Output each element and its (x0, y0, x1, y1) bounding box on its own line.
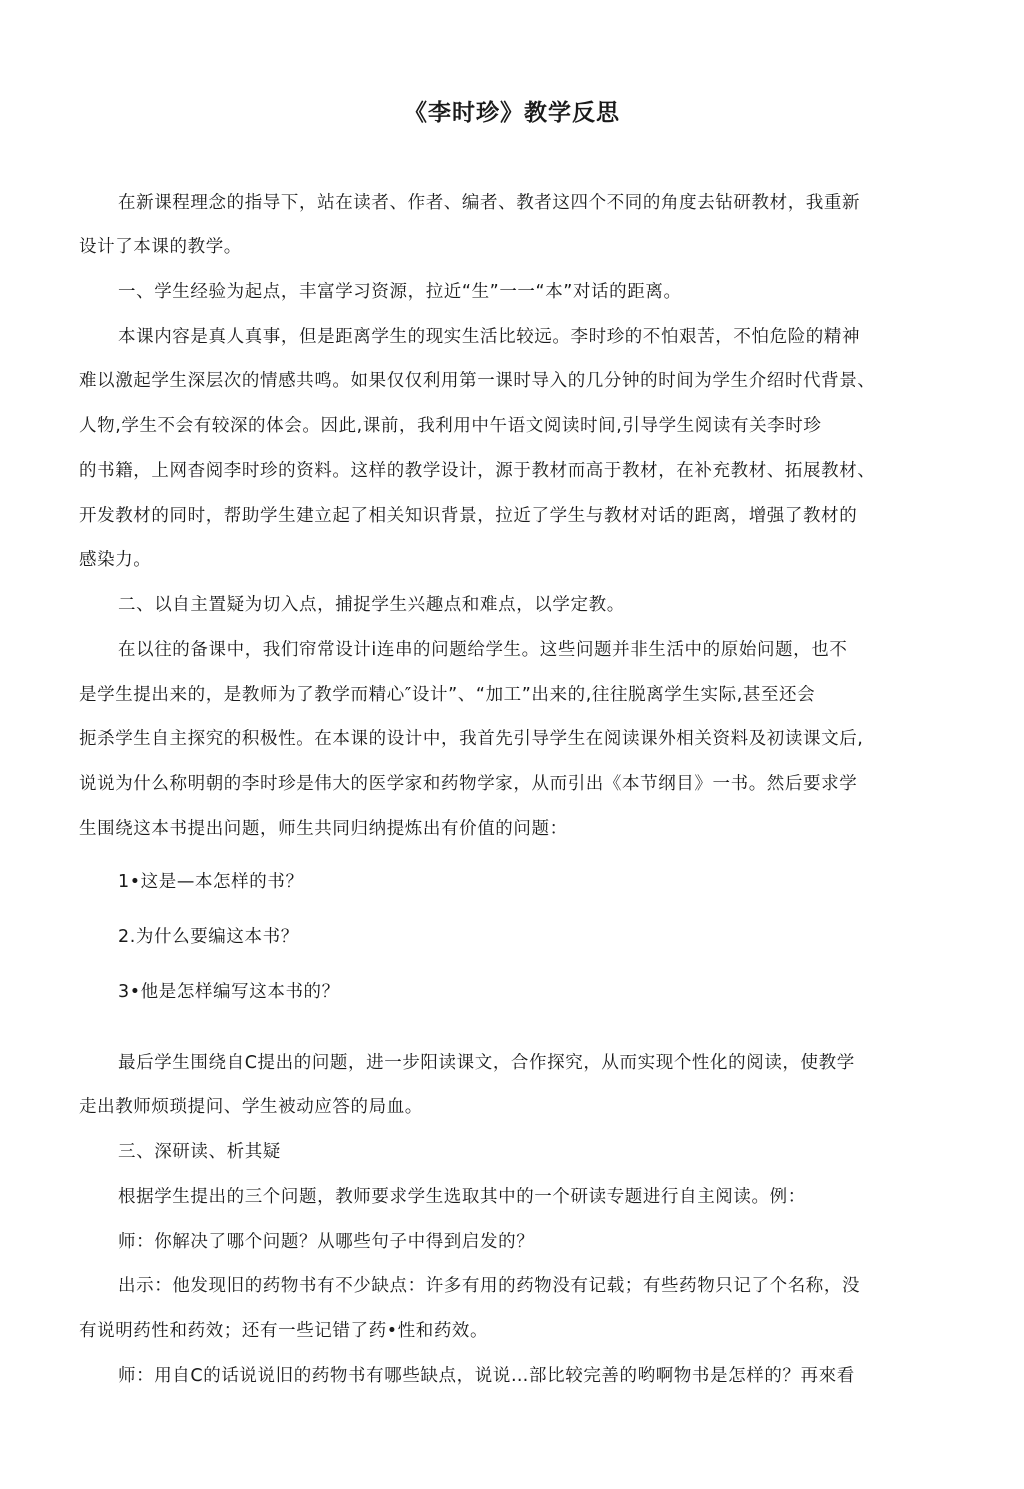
section-heading: 二、以自主置疑为切入点，捕捉学生兴趣点和难点，以学定教。 (118, 595, 625, 615)
section-heading: 三、深研读、析其疑 (118, 1142, 281, 1162)
paragraph-line: 难以激起学生深层次的情感共鸣。如果仅仅利用第一课时导入的几分钟的时间为学生介绍时代背景、 (79, 371, 876, 391)
list-item: 2.为什么要编这本书？ (118, 927, 299, 947)
paragraph-line: 有说明药性和药效；还有一些记错了药•性和药效。 (79, 1321, 489, 1341)
paragraph-line: 设计了本课的教学。 (79, 237, 242, 257)
list-item: 1•这是—本怎样的书？ (118, 872, 304, 892)
paragraph-line: 人物,学生不会有较深的体会。因此,课前，我利用中午语文阅读时间,引导学生阅读有关李时珍 (79, 416, 822, 436)
paragraph-line: 最后学生围绕自C提出的问题，进一步阳读课文，合作探究，从而实现个性化的阅读，使教学 (118, 1053, 855, 1073)
paragraph-line: 说说为什么称明朝的李时珍是伟大的医学家和药物学家，从而引出《本节纲目》一书。然后要求学 (79, 774, 858, 794)
paragraph-line: 根据学生提出的三个问题，教师要求学生选取其中的一个研读专题进行自主阅读。例： (118, 1187, 806, 1207)
paragraph-line: 在以往的备课中，我们帘常设计i连串的问题给学生。这些问题并非生活中的原始问题，也不 (118, 640, 848, 660)
paragraph-line: 是学生提出来的，是教师为了教学而精心″设计”、“加工”出来的,往往脱离学生实际,甚至还会 (79, 685, 816, 705)
paragraph-line: 感染力。 (79, 550, 152, 570)
paragraph-line: 生围绕这本书提出问题，师生共同归纳提炼出有价值的问题： (79, 819, 568, 839)
paragraph-line: 开发教材的同时，帮助学生建立起了相关知识背景，拉近了学生与教材对话的距离，增强了教材的 (79, 506, 858, 526)
paragraph-line: 在新课程理念的指导下，站在读者、作者、编者、教者这四个不同的角度去钻研教材，我重新 (118, 193, 861, 213)
paragraph-line: 扼杀学生自主探究的积极性。在本课的设计中，我首先引导学生在阅读课外相关资料及初读课文后, (79, 729, 864, 749)
paragraph-line: 师：你解决了哪个问题？从哪些句子中得到启发的？ (118, 1232, 535, 1252)
paragraph-line: 本课内容是真人真事，但是距离学生的现实生活比较远。李时珍的不怕艰苦，不怕危险的精神 (118, 327, 861, 347)
paragraph-line: 走出教师烦琐提问、学生被动应答的局血。 (79, 1097, 423, 1117)
paragraph-line: 出示：他发现旧的药物书有不少缺点：许多有用的药物没有记载；有些药物只记了个名称，没 (118, 1276, 861, 1296)
paragraph-line: 的书籍，上网杳阅李时珍的资料。这样的教学设计，源于教材而高于教材，在补充教材、拓展教材、 (79, 461, 876, 481)
section-heading: 一、学生经验为起点，丰富学习资源，拉近“生”一一“本”对话的距离。 (118, 282, 682, 302)
list-item: 3•他是怎样编写这本书的？ (118, 982, 340, 1002)
document-title: 《李时珍》教学反思 (404, 100, 620, 126)
paragraph-line: 师：用自C的话说说旧的药物书有哪些缺点，说说…部比较完善的哟啊物书是怎样的？再來看 (118, 1366, 855, 1386)
